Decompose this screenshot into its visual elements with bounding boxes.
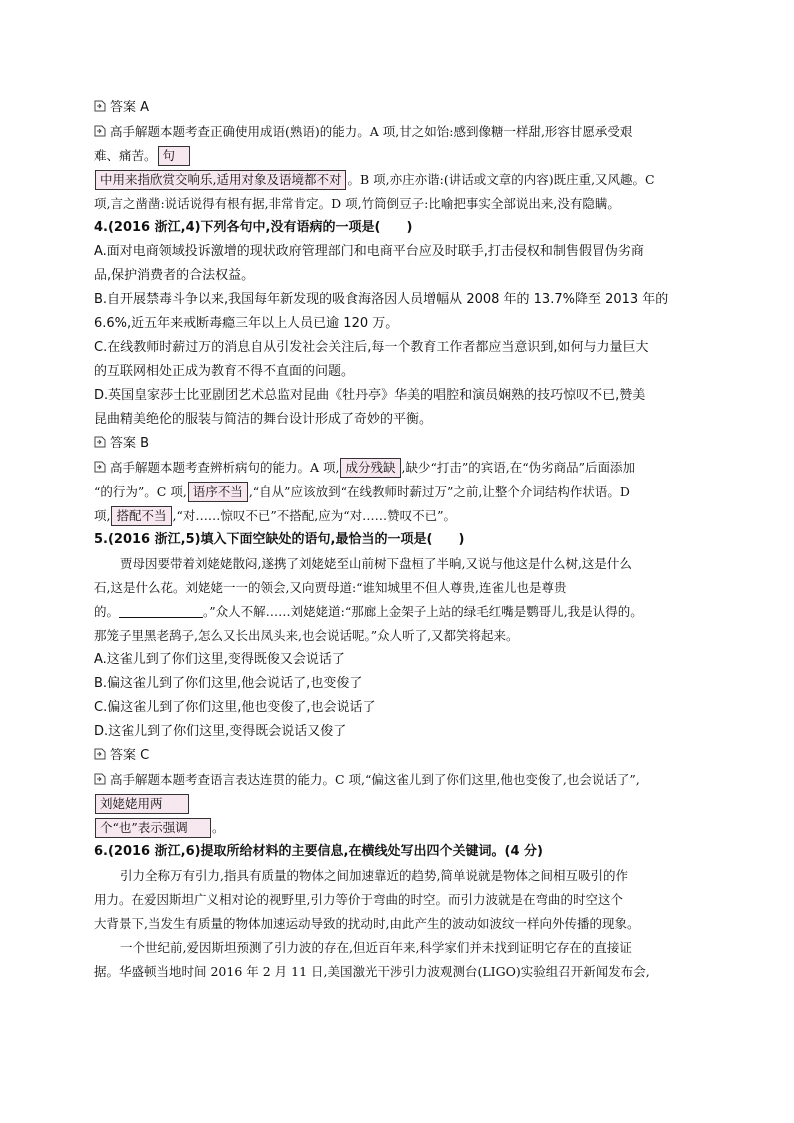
highlight-box: 个“也”表示强调	[95, 818, 211, 838]
option-b-cont: 6.6%,近五年来戒断毒瘾三年以上人员已逾 120 万。	[94, 316, 399, 331]
answer-line-4: 答案 B	[94, 432, 704, 456]
answer-line-5: 答案 C	[94, 744, 704, 768]
option-c-cont: 的互联网相处正成为教育不得不直面的问题。	[94, 364, 355, 379]
fill-blank	[119, 603, 203, 618]
answer-line-3: 答案 A	[94, 96, 704, 120]
question-6-title: 6.(2016 浙江,6)提取所给材料的主要信息,在横线处写出四个关键词。(4 分)	[94, 844, 543, 859]
passage-line: 石,这是什么花。刘姥姥一一的领会,又向贾母道:“谁知城里不但人尊贵,连雀儿也是尊贵	[94, 580, 567, 595]
highlight-box: 成分残缺	[340, 458, 400, 478]
highlight-box: 句	[158, 146, 190, 166]
option-c: C.在线教师时薪过万的消息自从引发社会关注后,每一个教育工作者都应当意识到,如何与力量巨大	[94, 340, 649, 355]
document-page	[94, 96, 704, 984]
answer-flag-icon	[94, 436, 106, 448]
solution-line: “的行为”。C 项, 语序不当 ,“自从”应该放到“在线教师时薪过万”之前,让整个介词结构作状语。D	[94, 480, 704, 504]
solution-line: 中用来指欣赏交响乐,适用对象及语境都不对 。B 项,亦庄亦谐:(讲话或文章的内容)既庄重,又风趣。C	[94, 168, 704, 192]
highlight-box: 语序不当	[188, 482, 248, 502]
solution-line: 难、痛苦。 句	[94, 144, 704, 168]
option-c: C.偏这雀儿到了你们这里,他也变俊了,也会说话了	[94, 700, 376, 715]
solution-line: 项,言之凿凿:说话说得有根有据,非常肯定。D 项,竹筒倒豆子:比喻把事实全部说出来,没有隐瞒。	[94, 196, 620, 211]
highlight-box: 刘姥姥用两	[95, 794, 189, 814]
highlight-box: 搭配不当	[111, 506, 171, 526]
passage-line: 大背景下,当发生有质量的物体加速运动导致的扰动时,由此产生的波动如波纹一样向外传播的现象。	[94, 916, 640, 931]
solution-line: 项, 搭配不当 ,“对……惊叹不已”不搭配,应为“对……赞叹不已”。	[94, 504, 704, 528]
answer-flag-icon	[94, 461, 106, 473]
passage-line: 引力全称万有引力,指具有质量的物体之间加速靠近的趋势,简单说就是物体之间相互吸引的作	[120, 868, 628, 883]
solution-line	[94, 792, 704, 816]
passage-line: 一个世纪前,爱因斯坦预测了引力波的存在,但近百年来,科学家们并未找到证明它存在的直接证	[120, 940, 632, 955]
passage-line: 贾母因要带着刘姥姥散闷,遂携了刘姥姥至山前树下盘桓了半晌,又说与他这是什么树,这是什么	[120, 556, 632, 571]
solution-line: 高手解题本题考查正确使用成语(熟语)的能力。A 项,甘之如饴:感到像糖一样甜,形容甘愿承受艰	[94, 120, 704, 144]
solution-line: 高手解题本题考查辨析病句的能力。A 项, 成分残缺 ,缺少“打击”的宾语,在“伪劣商品”后面添加	[94, 456, 704, 480]
option-a-cont: 品,保护消费者的合法权益。	[94, 268, 255, 283]
passage-line: 用力。在爱因斯坦广义相对论的视野里,引力等价于弯曲的时空。而引力波就是在弯曲的时空这个	[94, 892, 623, 907]
option-d: D.这雀儿到了你们这里,变得既会说话又俊了	[94, 724, 347, 739]
solution-line: 个“也”表示强调 。	[94, 816, 704, 840]
answer-flag-icon	[94, 125, 106, 137]
option-d-cont: 昆曲精美绝伦的服装与简洁的舞台设计形成了奇妙的平衡。	[94, 412, 433, 427]
question-4-title: 4.(2016 浙江,4)下列各句中,没有语病的一项是( )	[94, 220, 413, 235]
option-d: D.英国皇家莎士比亚剧团艺术总监对昆曲《牡丹亭》华美的唱腔和演员娴熟的技巧惊叹不已,赞美	[94, 388, 646, 403]
question-5-title: 5.(2016 浙江,5)填入下面空缺处的语句,最恰当的一项是( )	[94, 532, 465, 547]
answer-flag-icon	[94, 748, 106, 760]
highlight-box: 中用来指欣赏交响乐,适用对象及语境都不对	[95, 170, 346, 190]
passage-line: 那笼子里黑老鸹子,怎么又长出凤头来,也会说话呢。”众人听了,又都笑将起来。	[94, 628, 519, 643]
option-a: A.这雀儿到了你们这里,变得既俊又会说话了	[94, 652, 345, 667]
option-a: A.面对电商领域投诉激增的现状政府管理部门和电商平台应及时联手,打击侵权和制售假冒伪劣商	[94, 244, 644, 259]
option-b: B.偏这雀儿到了你们这里,他会说话了,也变俊了	[94, 676, 363, 691]
solution-line: 高手解题本题考查语言表达连贯的能力。C 项,“偏这雀儿到了你们这里,他也变俊了,也会说话了”,	[94, 768, 704, 792]
passage-line: 的。 。”众人不解……刘姥姥道:“那廊上金架子上站的绿毛红嘴是鹦哥儿,我是认得的。	[94, 604, 643, 619]
answer-flag-icon	[94, 773, 106, 785]
passage-line: 据。华盛顿当地时间 2016 年 2 月 11 日,美国激光干涉引力波观测台(LIGO)实验组召开新闻发布会,	[94, 964, 650, 979]
answer-flag-icon	[94, 100, 106, 112]
option-b: B.自开展禁毒斗争以来,我国每年新发现的吸食海洛因人员增幅从 2008 年的 13.7%降至 2013 年的	[94, 292, 669, 307]
